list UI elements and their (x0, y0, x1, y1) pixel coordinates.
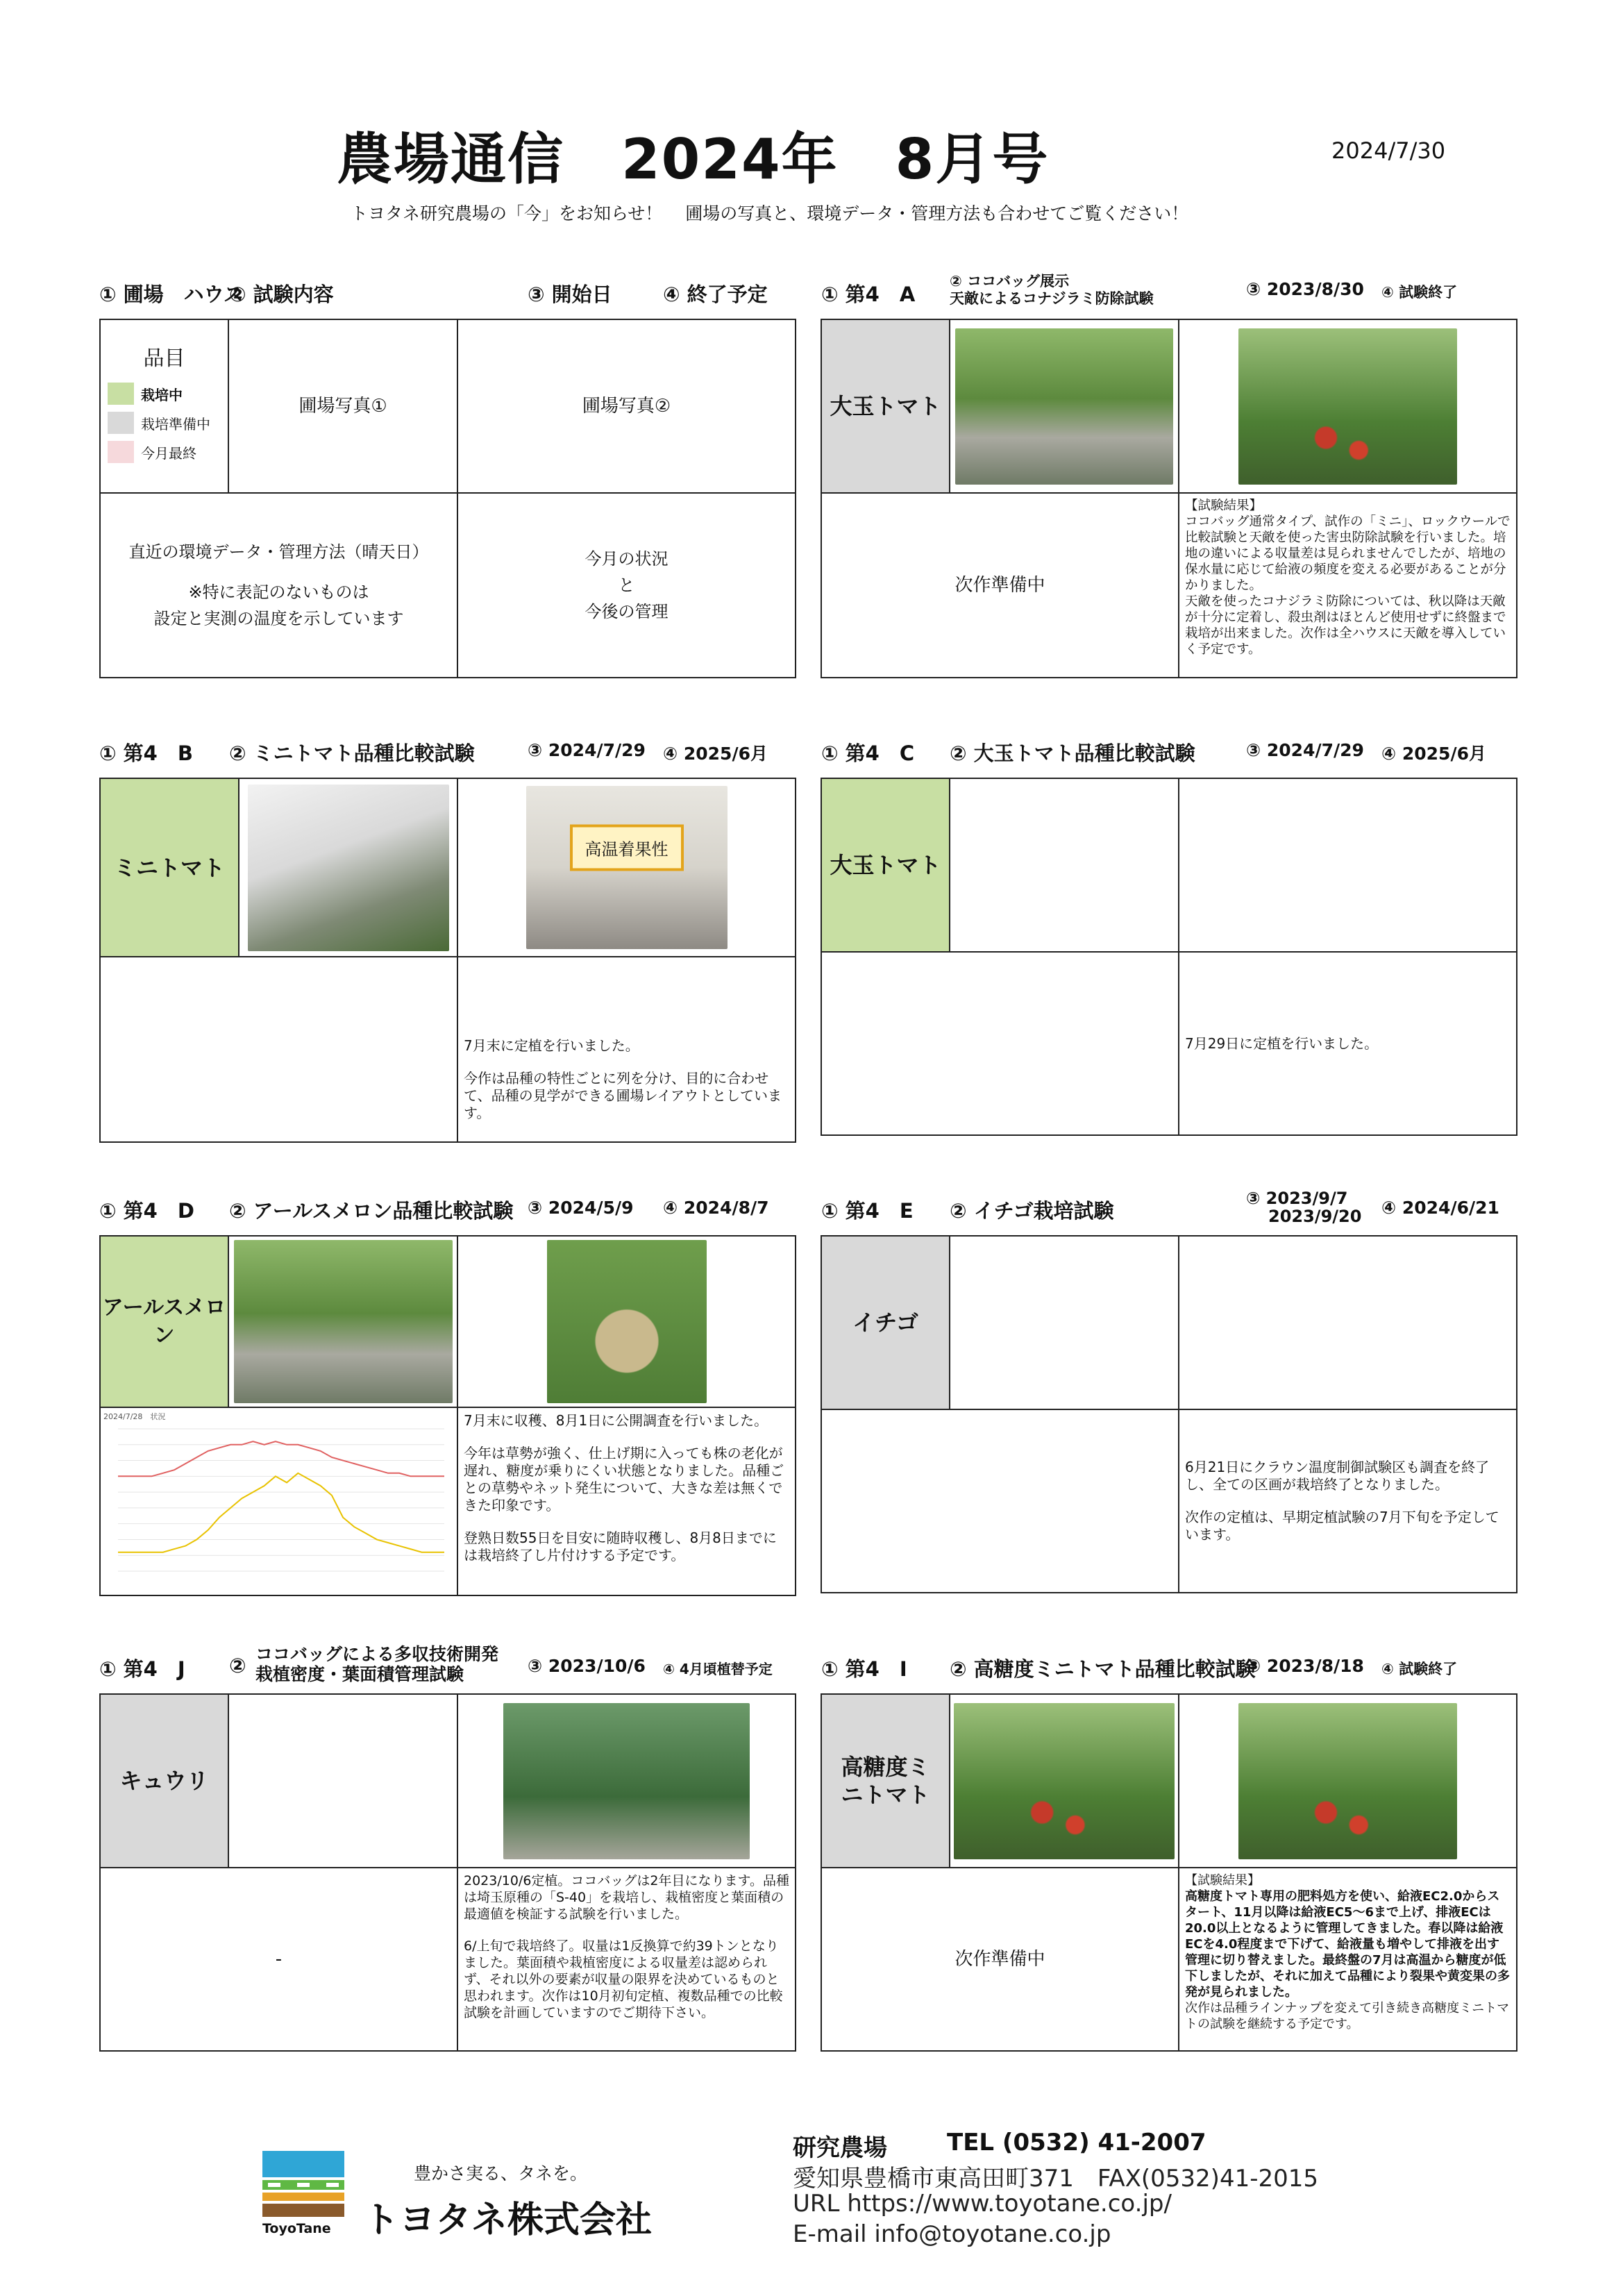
s4d-photo2 (547, 1240, 707, 1403)
legend-swatch-pink (108, 441, 134, 463)
s4a-content: ② ココバッグ展示 天敵によるコナジラミ防除試験 (950, 273, 1154, 307)
legend-swatch-gray (108, 412, 134, 434)
s4c-table (821, 778, 1517, 1136)
s4j-env: - (100, 1868, 457, 2051)
s4b-photo2 (526, 786, 728, 949)
s4a-photo2 (1238, 328, 1457, 485)
s4e-start: ③ 2023/9/7 2023/9/20 (1246, 1189, 1362, 1226)
s4b-photo1-cell (239, 778, 457, 957)
s4d-chart-title: 2024/7/28 状況 (103, 1412, 166, 1421)
s4c-end: ④ 2025/6月 (1381, 744, 1486, 764)
legend-item-preparing: 栽培準備中 (108, 412, 228, 434)
issue-date: 2024/7/30 (1331, 137, 1446, 164)
toyotane-logo (262, 2151, 344, 2236)
s4d-chart-cell (100, 1407, 457, 1595)
s4e-end: ④ 2024/6/21 (1381, 1198, 1499, 1218)
s4c-content: ② 大玉トマト品種比較試験 (950, 741, 1195, 765)
legend-photo1: 圃場写真① (228, 319, 457, 493)
s4j-table (99, 1693, 796, 2052)
s4i-table (821, 1693, 1517, 2052)
s4a-start: ③ 2023/8/30 (1246, 279, 1364, 299)
s4b-table (99, 778, 796, 1143)
footer-company: トヨタネ株式会社 (363, 2199, 653, 2241)
s4j-photo2-cell (457, 1694, 796, 1868)
s4j-notes: 2023/10/6定植。ココバッグは2年目になります。品種は埼玉原種の「S-40」を栽培し、栽植密度と葉面積の最適値を検証する試験を行いました。 6/上旬で栽培終了。収量は1反換算で約39トンとなりました。葉面積や栽植密度による収量差は認められず、それ以外の要素が収量の限界を決めているものと思われます。次作は10月初旬定植、複数品種での比較試験を計画していますのでご期待下さい。 (457, 1868, 796, 2051)
footer-farm: 研究農場 (793, 2134, 887, 2162)
s4e-crop: イチゴ (821, 1236, 950, 1409)
s4d-house: ① 第4 D (99, 1199, 194, 1223)
s4i-photo2-cell (1179, 1694, 1517, 1868)
s4a-table (821, 319, 1517, 678)
s4j-house: ① 第4 J (99, 1657, 185, 1681)
s4i-content: ② 高糖度ミニトマト品種比較試験 (950, 1657, 1256, 1681)
s4c-crop: 大玉トマト (821, 778, 950, 952)
s4j-start: ③ 2023/10/6 (528, 1656, 646, 1676)
legend-env-line3: 設定と実測の温度を示しています (153, 609, 404, 628)
s4d-crop: アールスメロン (100, 1236, 228, 1407)
footer-slogan: 豊かさ実る、タネを。 (414, 2163, 588, 2184)
s4i-start: ③ 2023/8/18 (1246, 1656, 1364, 1676)
legend-status-cell: 今月の状況 と 今後の管理 (457, 493, 796, 678)
legend-start-header: ③ 開始日 (528, 283, 612, 306)
legend-title: 品目 (143, 346, 185, 371)
s4e-photo2-cell (1179, 1236, 1517, 1409)
s4b-photo2-cell (457, 778, 796, 957)
s4a-crop: 大玉トマト (821, 319, 950, 493)
s4e-content: ② イチゴ栽培試験 (950, 1199, 1114, 1223)
s4d-start: ③ 2024/5/9 (528, 1198, 634, 1218)
s4c-env (821, 952, 1179, 1135)
s4b-photo1 (248, 785, 449, 951)
s4d-table (99, 1235, 796, 1596)
s4e-table (821, 1235, 1517, 1593)
s4e-notes: 6月21日にクラウン温度制御試験区も調査を終了し、全ての区画が栽培終了となりました。 次作の定植は、早期定植試験の7月下旬を予定しています。 (1179, 1409, 1517, 1593)
s4j-content: ココバッグによる多収技術開発 栽植密度・葉面積管理試験 (255, 1644, 499, 1684)
s4d-photo1 (234, 1240, 453, 1403)
legend-end-header: ④ 終了予定 (663, 283, 768, 306)
s4d-env-chart (101, 1422, 451, 1592)
s4a-env: 次作準備中 (821, 493, 1179, 678)
s4c-photo1-cell (950, 778, 1179, 952)
s4j-num: ② (229, 1654, 246, 1677)
page-title: 農場通信 2024年 8月号 (337, 127, 1050, 192)
s4e-env (821, 1409, 1179, 1593)
s4d-end: ④ 2024/8/7 (663, 1198, 769, 1218)
s4j-end: ④ 4月頃植替予定 (663, 1661, 773, 1677)
s4j-crop: キュウリ (100, 1694, 228, 1868)
s4c-notes: 7月29日に定植を行いました。 (1179, 952, 1517, 1135)
s4b-crop: ミニトマト (100, 778, 239, 957)
s4c-start: ③ 2024/7/29 (1246, 740, 1364, 760)
s4a-house: ① 第4 A (821, 283, 916, 306)
footer-tel: TEL (0532) 41-2007 (947, 2129, 1206, 2156)
legend-item-final: 今月最終 (108, 441, 228, 463)
s4d-content: ② アールスメロン品種比較試験 (229, 1199, 514, 1223)
logo-text: ToyoTane (262, 2221, 331, 2236)
chart-series-line-1 (118, 1473, 444, 1552)
footer-address: 愛知県豊橋市東高田町371 FAX(0532)41-2015 (793, 2165, 1318, 2193)
legend-item-growing: 栽培中 (108, 383, 228, 405)
s4a-end: ④ 試験終了 (1381, 284, 1458, 301)
s4c-house: ① 第4 C (821, 741, 915, 765)
s4b-content: ② ミニトマト品種比較試験 (229, 741, 475, 765)
s4b-env (100, 957, 457, 1142)
s4i-crop: 高糖度ミニトマト (821, 1694, 950, 1868)
chart-series-line-0 (118, 1441, 444, 1476)
s4i-end: ④ 試験終了 (1381, 1661, 1458, 1677)
page-subtitle: トヨタネ研究農場の「今」をお知らせ！ 圃場の写真と、環境データ・管理方法も合わせてご覧ください！ (351, 203, 1189, 224)
legend-env-cell (100, 493, 457, 678)
s4b-notes: 7月末に定植を行いました。 今作は品種の特性ごとに列を分け、目的に合わせて、品種の見学ができる圃場レイアウトとしています。 (457, 957, 796, 1142)
s4e-house: ① 第4 E (821, 1199, 914, 1223)
s4e-photo1-cell (950, 1236, 1179, 1409)
s4b-start: ③ 2024/7/29 (528, 740, 646, 760)
s4c-photo2-cell (1179, 778, 1517, 952)
legend-env-line1: 直近の環境データ・管理方法（晴天日） (128, 542, 429, 562)
s4i-photo1 (954, 1703, 1175, 1859)
s4i-notes: 【試験結果】 高糖度トマト専用の肥料処方を使い、給液EC2.0からスタート、11月以降は給液EC5～6まで上げ、排液ECは20.0以上となるように管理してきました。春以降は給液ECを4.0程度まで下げて、給液量も増やして排液を出す管理に切り替えました。最終盤の7月は高温から糖度が低下しましたが、それに加えて品種により裂果や黄変果の多発が見られました。 次作は品種ラインナップを変えて引き続き高糖度ミニトマトの試験を継続する予定です。 (1179, 1868, 1517, 2051)
s4a-notes: 【試験結果】 ココバッグ通常タイプ、試作の「ミニ」、ロックウールで比較試験と天敵を使った害虫防除試験を行いました。培地の違いによる収量差は見られませんでしたが、培地の保水量に応じて給液の頻度を変える必要があることが分かりました。 天敵を使ったコナジラミ防除については、秋以降は天敵が十分に定着し、殺虫剤はほとんど使用せずに終盤まで栽培が出来ました。次作は全ハウスに天敵を導入していく予定です。 (1179, 493, 1517, 678)
legend-table (99, 319, 796, 678)
s4i-photo1-cell (950, 1694, 1179, 1868)
s4b-sign: 高温着果性 (570, 825, 684, 871)
s4a-photo1 (955, 328, 1173, 485)
footer-url[interactable]: URL https://www.toyotane.co.jp/ (793, 2190, 1172, 2218)
s4a-photo2-cell (1179, 319, 1517, 493)
s4b-end: ④ 2025/6月 (663, 744, 768, 764)
s4d-photo2-cell (457, 1236, 796, 1407)
s4d-photo1-cell (228, 1236, 457, 1407)
s4j-photo2 (503, 1703, 750, 1859)
legend-house-header: ① 圃場 ハウス (99, 283, 244, 306)
legend-content-header: ② 試験内容 (229, 283, 334, 306)
footer-email[interactable]: E-mail info@toyotane.co.jp (793, 2220, 1111, 2248)
s4j-photo1-cell (228, 1694, 457, 1868)
legend-env-line2: ※特に表記のないものは (188, 583, 369, 602)
s4i-env: 次作準備中 (821, 1868, 1179, 2051)
s4i-photo2 (1238, 1703, 1457, 1859)
s4d-notes: 7月末に収穫、8月1日に公開調査を行いました。 今年は草勢が強く、仕上げ期に入っても株の老化が遅れ、糖度が乗りにくい状態となりました。品種ごとの草勢やネット発生について、大きな差は無くできた印象です。 登熟日数55日を目安に随時収穫し、8月8日までには栽培終了し片付けする予定です。 (457, 1407, 796, 1595)
legend-swatch-green (108, 383, 134, 405)
legend-photo2: 圃場写真② (457, 319, 796, 493)
s4b-house: ① 第4 B (99, 741, 193, 765)
s4a-photo1-cell (950, 319, 1179, 493)
legend-cell (100, 319, 228, 493)
s4i-house: ① 第4 I (821, 1657, 907, 1681)
